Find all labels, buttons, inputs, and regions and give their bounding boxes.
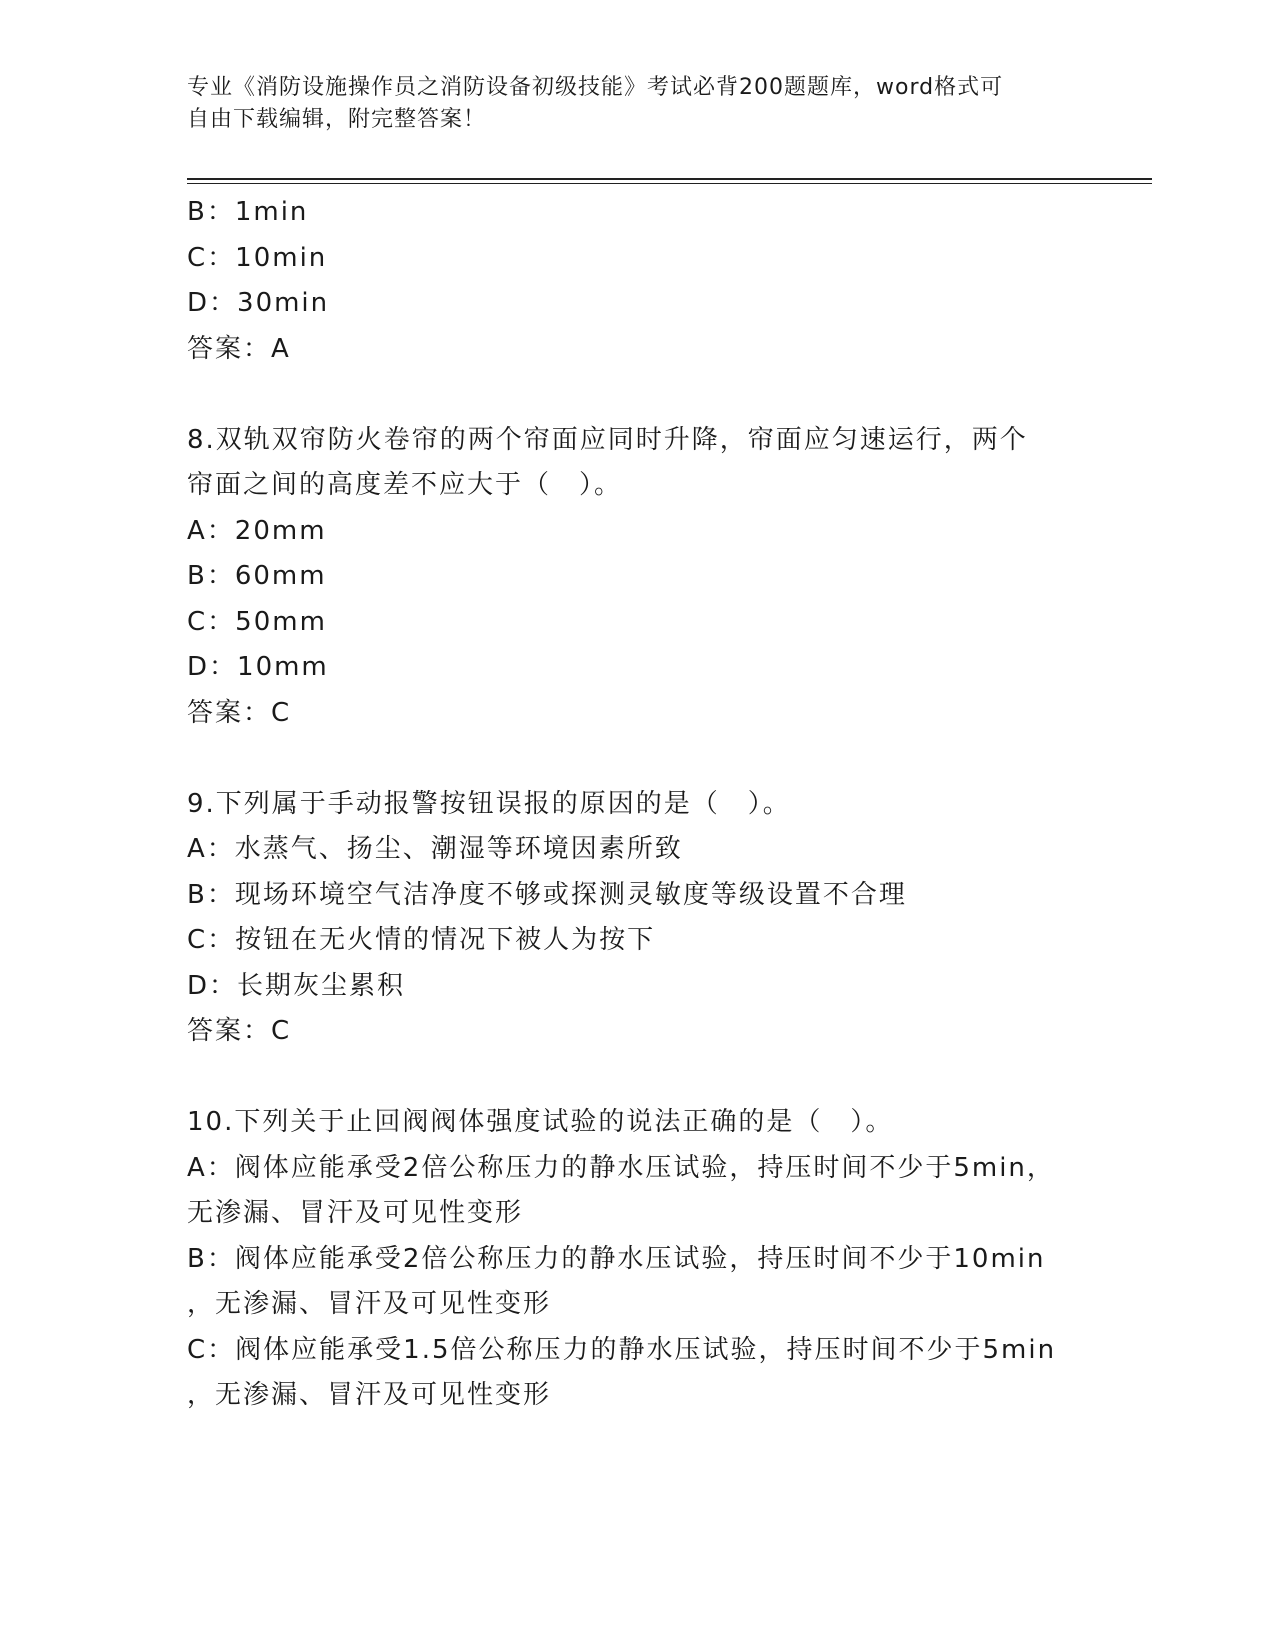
option-a: A：水蒸气、扬尘、潮湿等环境因素所致 <box>187 834 683 864</box>
question-stem: 10.下列关于止回阀阀体强度试验的说法正确的是（ ）。 <box>187 1107 894 1137</box>
option-b-cont: ，无渗漏、冒汗及可见性变形 <box>187 1289 552 1319</box>
answer-line: 答案：A <box>187 333 291 364</box>
option-b: B：阀体应能承受2倍公称压力的静水压试验，持压时间不少于10min <box>187 1243 1046 1274</box>
option-b: B：1min <box>187 197 309 227</box>
option-d: D：长期灰尘累积 <box>187 970 406 1001</box>
question-stem-cont: 帘面之间的高度差不应大于（ ）。 <box>187 470 623 500</box>
option-c-cont: ，无渗漏、冒汗及可见性变形 <box>187 1380 552 1410</box>
header-title-line-2: 自由下载编辑，附完整答案！ <box>187 107 487 132</box>
option-d: D：10mm <box>187 652 329 682</box>
answer-line: 答案：C <box>187 697 292 728</box>
option-d: D：30min <box>187 288 330 318</box>
question-9 <box>187 782 1087 1055</box>
option-b: B：现场环境空气洁净度不够或探测灵敏度等级设置不合理 <box>187 879 907 910</box>
option-a: A：20mm <box>187 515 327 546</box>
question-10 <box>187 1100 1087 1419</box>
option-c: C：阀体应能承受1.5倍公称压力的静水压试验，持压时间不少于5min <box>187 1334 1057 1365</box>
answer-line: 答案：C <box>187 1016 292 1046</box>
prev-question-tail <box>187 190 1087 372</box>
header-title-line-1: 专业《消防设施操作员之消防设备初级技能》考试必背200题题库，word格式可 <box>187 75 1004 100</box>
question-8 <box>187 418 1087 737</box>
option-c: C：按钮在无火情的情况下被人为按下 <box>187 925 656 955</box>
page-header <box>187 72 1067 136</box>
option-c: C：10min <box>187 242 328 273</box>
header-rule-thin <box>187 183 1152 184</box>
option-a-cont: 无渗漏、冒汗及可见性变形 <box>187 1198 524 1228</box>
option-a: A：阀体应能承受2倍公称压力的静水压试验，持压时间不少于5min， <box>187 1152 1055 1183</box>
question-stem: 9.下列属于手动报警按钮误报的原因的是（ ）。 <box>187 788 791 819</box>
question-stem: 8.双轨双帘防火卷帘的两个帘面应同时升降，帘面应匀速运行，两个 <box>187 424 1028 455</box>
option-b: B：60mm <box>187 561 327 591</box>
option-c: C：50mm <box>187 606 327 637</box>
question-content <box>187 190 1087 1419</box>
header-rule-thick <box>187 178 1152 180</box>
